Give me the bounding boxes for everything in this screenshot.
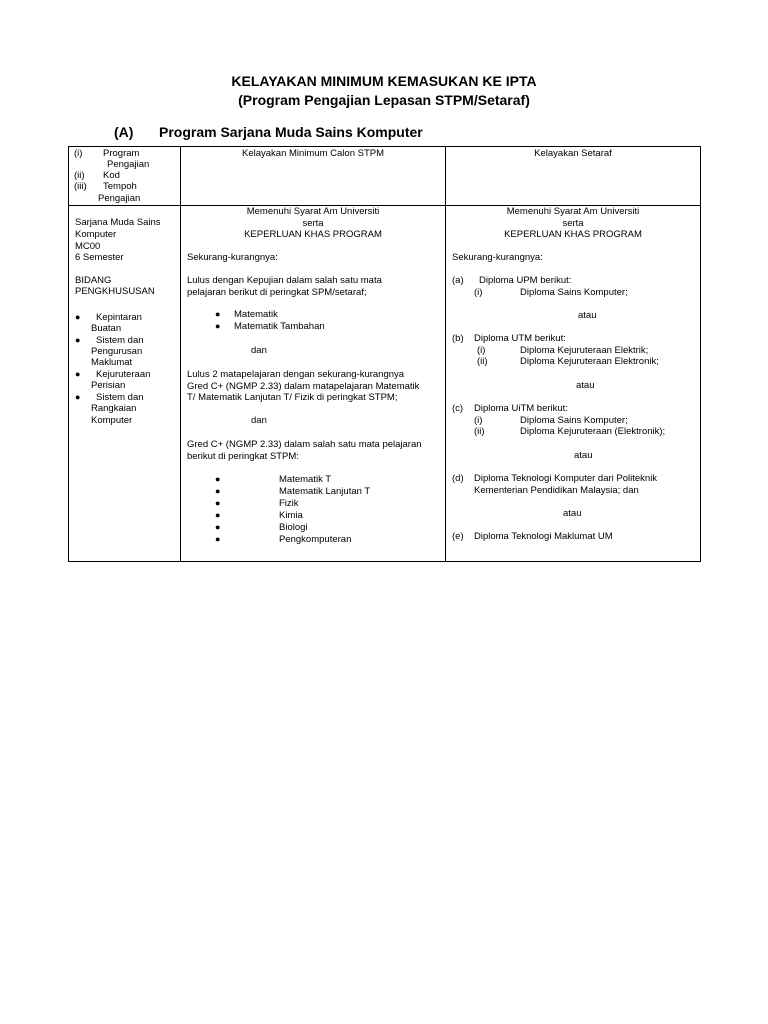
bullet-icon: ● xyxy=(75,392,81,402)
item-a-i-text: Diploma Sains Komputer; xyxy=(520,287,628,298)
col2-general-requirement: Memenuhi Syarat Am Universiti xyxy=(246,206,380,217)
item-b-label: (b) xyxy=(452,333,464,344)
header-kod: Kod xyxy=(103,170,120,181)
col2-para2-cont: Gred C+ (NGMP 2.33) dalam matapelajaran Matematik xyxy=(187,381,420,392)
specialization-4-cont: Rangkaian xyxy=(91,403,137,414)
bullet-icon: ● xyxy=(215,522,221,532)
bullet-icon: ● xyxy=(215,498,221,508)
item-e-label: (e) xyxy=(452,531,464,542)
bullet-icon: ● xyxy=(215,474,221,484)
col2-serta: serta xyxy=(302,218,324,229)
bullet-icon: ● xyxy=(215,510,221,520)
header-num-2: (ii) xyxy=(74,170,85,181)
document-title: KELAYAKAN MINIMUM KEMASUKAN KE IPTA xyxy=(231,73,537,89)
program-name-2: Komputer xyxy=(75,229,117,240)
subject-matematik-lanjutan-t: Matematik Lanjutan T xyxy=(279,486,371,497)
subject-matematik-t: Matematik T xyxy=(279,474,332,485)
program-duration: 6 Semester xyxy=(75,252,124,263)
subject-fizik: Fizik xyxy=(279,498,299,509)
header-col3: Kelayakan Setaraf xyxy=(534,148,612,159)
bullet-icon: ● xyxy=(75,312,81,322)
item-c-i-text: Diploma Sains Komputer; xyxy=(520,415,628,426)
item-b-text: Diploma UTM berikut: xyxy=(474,333,566,344)
specialization-1: Kepintaran xyxy=(96,312,142,323)
col3-serta: serta xyxy=(562,218,584,229)
item-b-i-text: Diploma Kejuruteraan Elektrik; xyxy=(520,345,649,356)
bullet-icon: ● xyxy=(215,309,221,319)
col2-dan-2: dan xyxy=(251,415,267,426)
atau-1: atau xyxy=(578,310,597,321)
item-d-label: (d) xyxy=(452,473,464,484)
item-d-text: Diploma Teknologi Komputer dari Politeknik xyxy=(474,473,658,484)
item-d-text-cont: Kementerian Pendidikan Malaysia; dan xyxy=(474,485,639,496)
specialization-3-cont: Perisian xyxy=(91,380,126,391)
program-code: MC00 xyxy=(75,241,101,252)
bullet-icon: ● xyxy=(215,486,221,496)
header-tempoh: Tempoh xyxy=(103,181,137,192)
atau-4: atau xyxy=(563,508,582,519)
col2-para2-cont2: T/ Matematik Lanjutan T/ Fizik di peringkat STPM; xyxy=(187,392,398,403)
item-a-text: Diploma UPM berikut: xyxy=(479,275,572,286)
program-name: Sarjana Muda Sains xyxy=(75,217,161,228)
item-b-ii-label: (ii) xyxy=(477,356,488,367)
item-a-label: (a) xyxy=(452,275,464,286)
col2-para1: Lulus dengan Kepujian dalam salah satu mata xyxy=(187,275,382,286)
specialization-2-cont2: Maklumat xyxy=(91,357,133,368)
col2-sekurang: Sekurang-kurangnya: xyxy=(187,252,278,263)
bullet-icon: ● xyxy=(215,321,221,331)
header-col2: Kelayakan Minimum Calon STPM xyxy=(241,148,385,159)
item-a-i-label: (i) xyxy=(474,287,483,298)
item-c-ii-text: Diploma Kejuruteraan (Elektronik); xyxy=(520,426,666,437)
document-subtitle: (Program Pengajian Lepasan STPM/Setaraf) xyxy=(238,92,530,108)
item-e-text: Diploma Teknologi Maklumat UM xyxy=(474,531,613,542)
specialization-2: Sistem dan xyxy=(96,335,144,346)
bullet-icon: ● xyxy=(75,369,81,379)
atau-2: atau xyxy=(576,380,595,391)
header-num-3: (iii) xyxy=(74,181,87,192)
bullet-icon: ● xyxy=(75,335,81,345)
col3-general-requirement: Memenuhi Syarat Am Universiti xyxy=(506,206,640,217)
header-program: Program xyxy=(103,148,140,159)
item-c-ii-label: (ii) xyxy=(474,426,485,437)
item-c-label: (c) xyxy=(452,403,464,414)
pengkhususan-label: PENGKHUSUSAN xyxy=(75,286,155,297)
col3-special-requirement: KEPERLUAN KHAS PROGRAM xyxy=(504,229,642,240)
item-b-ii-text: Diploma Kejuruteraan Elektronik; xyxy=(520,356,659,367)
col2-para1-cont: pelajaran berikut di peringkat SPM/setaraf; xyxy=(187,287,367,298)
col3-sekurang: Sekurang-kurangnya: xyxy=(452,252,543,263)
specialization-1-cont: Buatan xyxy=(91,323,122,334)
col2-dan-1: dan xyxy=(251,345,267,356)
requirements-table xyxy=(68,146,701,562)
item-c-i-label: (i) xyxy=(474,415,483,426)
col2-para3: Gred C+ (NGMP 2.33) dalam salah satu mata pelajaran xyxy=(187,439,422,450)
subject-pengkomputeran: Pengkomputeran xyxy=(279,534,352,545)
specialization-4: Sistem dan xyxy=(96,392,144,403)
header-num-1: (i) xyxy=(74,148,83,159)
section-letter: (A) xyxy=(114,124,134,140)
col2-special-requirement: KEPERLUAN KHAS PROGRAM xyxy=(244,229,382,240)
specialization-3: Kejuruteraan xyxy=(96,369,151,380)
bullet-icon: ● xyxy=(215,534,221,544)
specialization-2-cont: Pengurusan xyxy=(91,346,143,357)
bidang-label: BIDANG xyxy=(75,275,112,286)
atau-3: atau xyxy=(574,450,593,461)
subject-matematik-tambahan: Matematik Tambahan xyxy=(234,321,325,332)
item-c-text: Diploma UiTM berikut: xyxy=(474,403,568,414)
section-title: Program Sarjana Muda Sains Komputer xyxy=(159,124,423,140)
subject-biologi: Biologi xyxy=(279,522,308,533)
subject-matematik: Matematik xyxy=(234,309,278,320)
col2-para2: Lulus 2 matapelajaran dengan sekurang-kurangnya xyxy=(187,369,405,380)
header-pengajian: Pengajian xyxy=(107,159,150,170)
specialization-4-cont2: Komputer xyxy=(91,415,133,426)
header-pengajian-2: Pengajian xyxy=(98,193,141,204)
item-b-i-label: (i) xyxy=(477,345,486,356)
col2-para3-cont: berikut di peringkat STPM: xyxy=(187,451,299,462)
subject-kimia: Kimia xyxy=(279,510,303,521)
